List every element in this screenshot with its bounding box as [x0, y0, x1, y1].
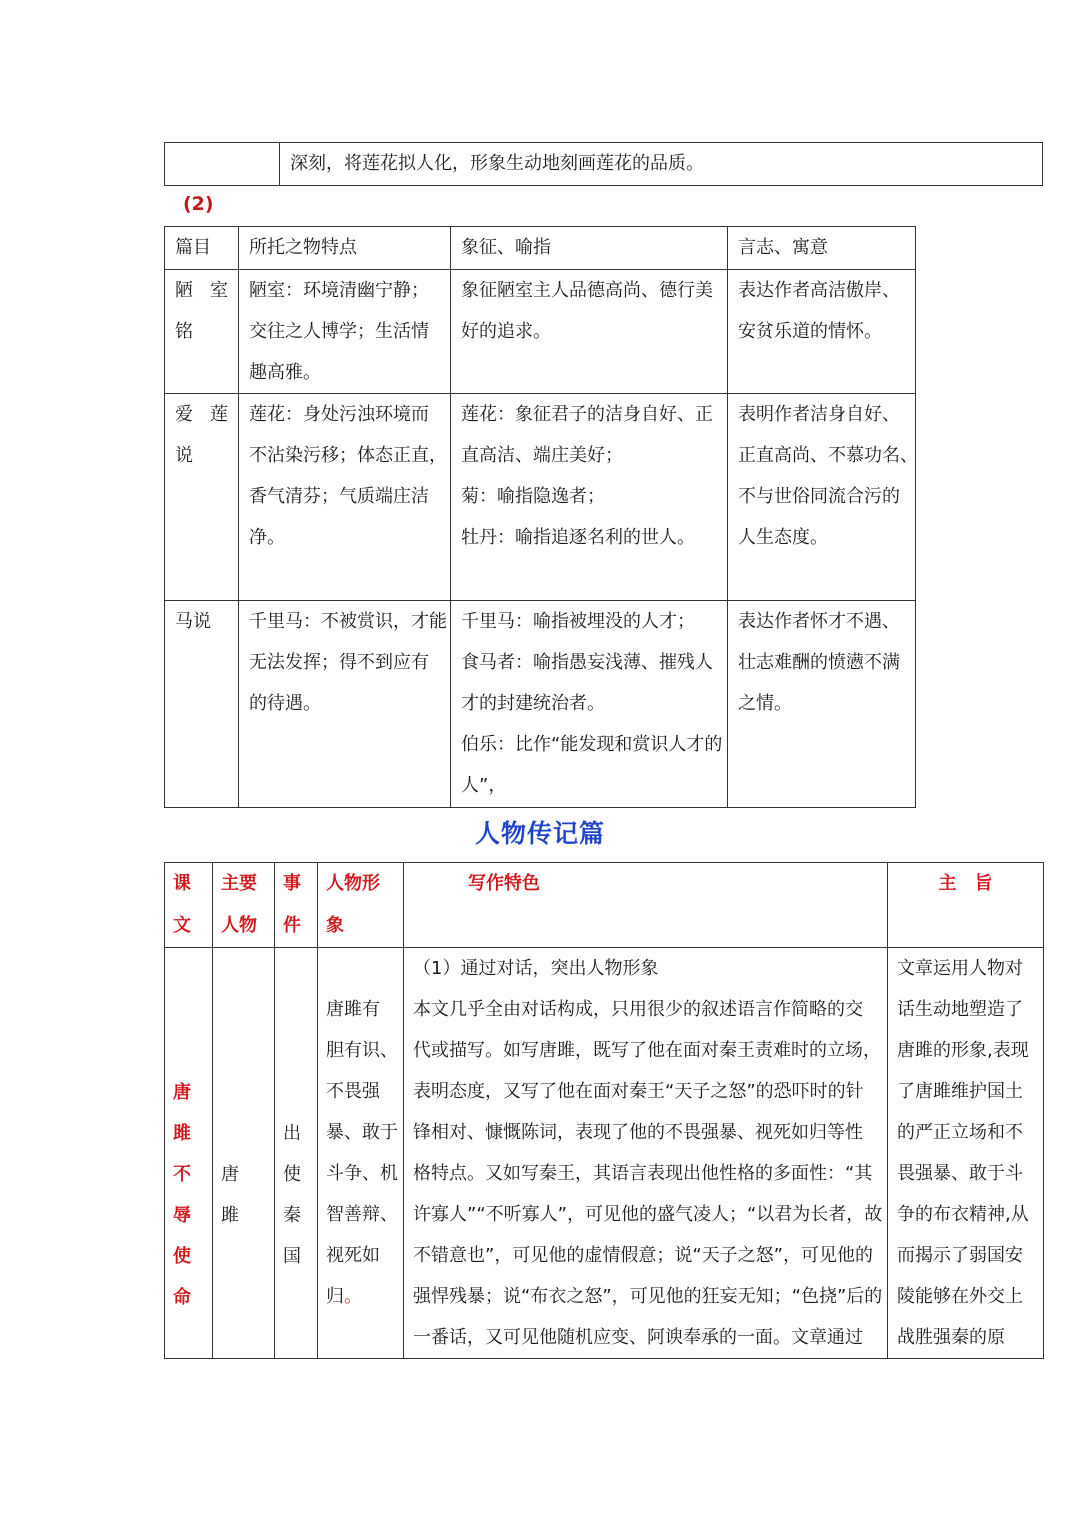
header-course	[165, 863, 213, 948]
header-traits: 所托之物特点	[239, 227, 451, 270]
text-line: 而揭示了弱国安	[897, 1245, 1023, 1266]
text-line: 代或描写。如写唐雎，既写了他在面对秦王责难时的立场，	[413, 1040, 881, 1061]
text-line: 表达作者高洁傲岸、	[738, 280, 900, 301]
title-char: 室	[210, 280, 228, 301]
text-line: 象征陋室主人品德高尚、德行美	[461, 280, 713, 301]
header-symbol: 象征、喻指	[451, 227, 728, 270]
event-char: 国	[283, 1246, 301, 1267]
text-line: 话生动地塑造了	[897, 999, 1023, 1020]
text-line: 战胜强秦的原	[897, 1327, 1005, 1348]
section-title: 人物传记篇	[474, 819, 605, 848]
text-line: 一番话，又可见他随机应变、阿谀奉承的一面。文章通过	[413, 1327, 863, 1348]
course-char: 不	[173, 1164, 191, 1185]
biography-table	[164, 862, 1044, 1359]
person-cell	[213, 948, 275, 1359]
course-char: 命	[173, 1287, 191, 1308]
text-line: 直高洁、端庄美好；	[461, 445, 623, 466]
text-line: 格特点。又如写秦王，其语言表现出他性格的多面性：“其	[413, 1163, 873, 1184]
text-line: 好的追求。	[461, 321, 551, 342]
blank-cell	[165, 143, 280, 186]
text-line: 正直高尚、不慕功名、	[738, 445, 918, 466]
row-title-mashuo: 马说	[165, 601, 239, 808]
features-cell	[404, 948, 888, 1359]
course-char: 辱	[173, 1205, 191, 1226]
event-char: 出	[283, 1123, 301, 1144]
header-char: 件	[283, 915, 301, 936]
text-line: 斗争、机	[326, 1163, 398, 1184]
header-image	[318, 863, 404, 948]
row-symbol	[451, 394, 728, 601]
text-line: （1）通过对话，突出人物形象	[413, 958, 659, 979]
text-line: 智善辩、	[326, 1204, 398, 1225]
text-line: 不畏强	[326, 1081, 380, 1102]
text-line: 壮志难酬的愤懑不满	[738, 652, 900, 673]
text-line: 食马者：喻指愚妄浅薄、摧残人	[461, 652, 713, 673]
text-line: 不与世俗同流合污的	[738, 486, 900, 507]
text-line: 陋室：环境清幽宁静；	[249, 280, 429, 301]
text-line: 锋相对、慷慨陈词，表现了他的不畏强暴、视死如归等性	[413, 1122, 863, 1143]
row-symbol	[451, 270, 728, 394]
theme-cell	[888, 948, 1044, 1359]
row-meaning	[728, 270, 916, 394]
text-line: 不错意也”，可见他的虚情假意；说“天子之怒”，可见他的	[413, 1245, 873, 1266]
header-features: 写作特色	[404, 863, 888, 948]
text-line-last	[326, 1276, 395, 1317]
person-char: 唐	[221, 1164, 239, 1185]
course-char: 唐	[173, 1082, 191, 1103]
text-line: 本文几乎全由对话构成，只用很少的叙述语言作简略的交	[413, 999, 863, 1020]
course-char: 使	[173, 1246, 191, 1267]
text-line: 强悍残暴；说“布衣之怒”，可见他的狂妄无知；“色挠”后的	[413, 1286, 883, 1307]
event-char: 秦	[283, 1205, 301, 1226]
text-line: 了唐雎维护国土	[897, 1081, 1023, 1102]
text-line: 之情。	[738, 693, 792, 714]
text-line: 文章运用人物对	[897, 958, 1023, 979]
text-line: 归	[326, 1286, 344, 1307]
row-meaning	[728, 394, 916, 601]
text-line: 香气清芬；气质端庄洁	[249, 486, 429, 507]
person-char: 雎	[221, 1205, 239, 1226]
table-header-row	[165, 863, 1044, 948]
symbolism-table	[164, 226, 916, 808]
title-char: 铭	[175, 321, 193, 342]
row-meaning	[728, 601, 916, 808]
row-symbol	[451, 601, 728, 808]
text-line: 莲花：象征君子的洁身自好、正	[461, 404, 713, 425]
text-line: 畏强暴、敢于斗	[897, 1163, 1023, 1184]
header-char: 人物形	[326, 873, 380, 894]
text-line: 的严正立场和不	[897, 1122, 1023, 1143]
end-mark: 。	[344, 1286, 362, 1307]
header-theme: 主 旨	[888, 863, 1044, 948]
text-line: 争的布衣精神,从	[897, 1204, 1029, 1225]
text-line: 的待遇。	[249, 693, 321, 714]
header-char: 文	[173, 915, 191, 936]
text-line: 莲花：身处污浊环境而	[249, 404, 429, 425]
text-line: 安贫乐道的情怀。	[738, 321, 882, 342]
text-line: 表达作者怀才不遇、	[738, 611, 900, 632]
text-line: 才的封建统治者。	[461, 693, 605, 714]
title-char: 说	[175, 445, 193, 466]
text-line: 视死如	[326, 1245, 380, 1266]
text-line: 交往之人博学；生活情	[249, 321, 429, 342]
row-traits	[239, 270, 451, 394]
title-char: 爱	[175, 404, 193, 425]
section-marker-2: (2)	[183, 193, 214, 215]
text-line: 千里马：不被赏识，才能	[249, 611, 447, 632]
table-row	[165, 143, 1043, 186]
table-row	[165, 948, 1044, 1359]
text-line: 趣高雅。	[249, 362, 321, 383]
text-line: 陵能够在外交上	[897, 1286, 1023, 1307]
text-line: 许寡人”“不听寡人”，可见他的盛气凌人；“以君为长者，故	[413, 1204, 883, 1225]
text-line: 伯乐：比作“能发现和赏识人才的	[461, 734, 723, 755]
header-char: 主要	[221, 873, 257, 894]
table-row	[165, 394, 916, 601]
header-char: 象	[326, 915, 344, 936]
text-line: 牡丹：喻指追逐名利的世人。	[461, 527, 695, 548]
text-line: 人”，	[461, 775, 507, 796]
text-line: 唐雎的形象,表现	[897, 1040, 1029, 1061]
text-line: 净。	[249, 527, 285, 548]
text-line: 胆有识、	[326, 1040, 398, 1061]
text-line: 人生态度。	[738, 527, 828, 548]
text-line: 不沾染污移；体态正直，	[249, 445, 447, 466]
text-line: 菊：喻指隐逸者；	[461, 486, 605, 507]
table-row	[165, 270, 916, 394]
lotus-quality-text: 深刻，将莲花拟人化，形象生动地刻画莲花的品质。	[280, 143, 1043, 186]
row-traits	[239, 601, 451, 808]
header-meaning: 言志、寓意	[728, 227, 916, 270]
event-char: 使	[283, 1164, 301, 1185]
row-title-loushiming	[165, 270, 239, 394]
text-line: 无法发挥；得不到应有	[249, 652, 429, 673]
course-char: 雎	[173, 1123, 191, 1144]
header-char: 课	[173, 873, 191, 894]
text-line: 千里马：喻指被埋没的人才；	[461, 611, 695, 632]
header-title: 篇目	[165, 227, 239, 270]
text-line: 唐雎有	[326, 999, 380, 1020]
header-char: 人物	[221, 915, 257, 936]
title-char: 陋	[175, 280, 193, 301]
event-cell	[275, 948, 318, 1359]
header-event	[275, 863, 318, 948]
course-cell	[165, 948, 213, 1359]
title-char: 莲	[210, 404, 228, 425]
table-header-row	[165, 227, 916, 270]
header-char: 事	[283, 873, 301, 894]
text-line: 表明作者洁身自好、	[738, 404, 900, 425]
text-line: 表明态度，又写了他在面对秦王“天子之怒”的恐吓时的针	[413, 1081, 864, 1102]
continuation-table	[164, 142, 1043, 186]
row-title-ailianshuo	[165, 394, 239, 601]
table-row	[165, 601, 916, 808]
row-traits	[239, 394, 451, 601]
text-line: 暴、敢于	[326, 1122, 398, 1143]
image-cell	[318, 948, 404, 1359]
header-person	[213, 863, 275, 948]
